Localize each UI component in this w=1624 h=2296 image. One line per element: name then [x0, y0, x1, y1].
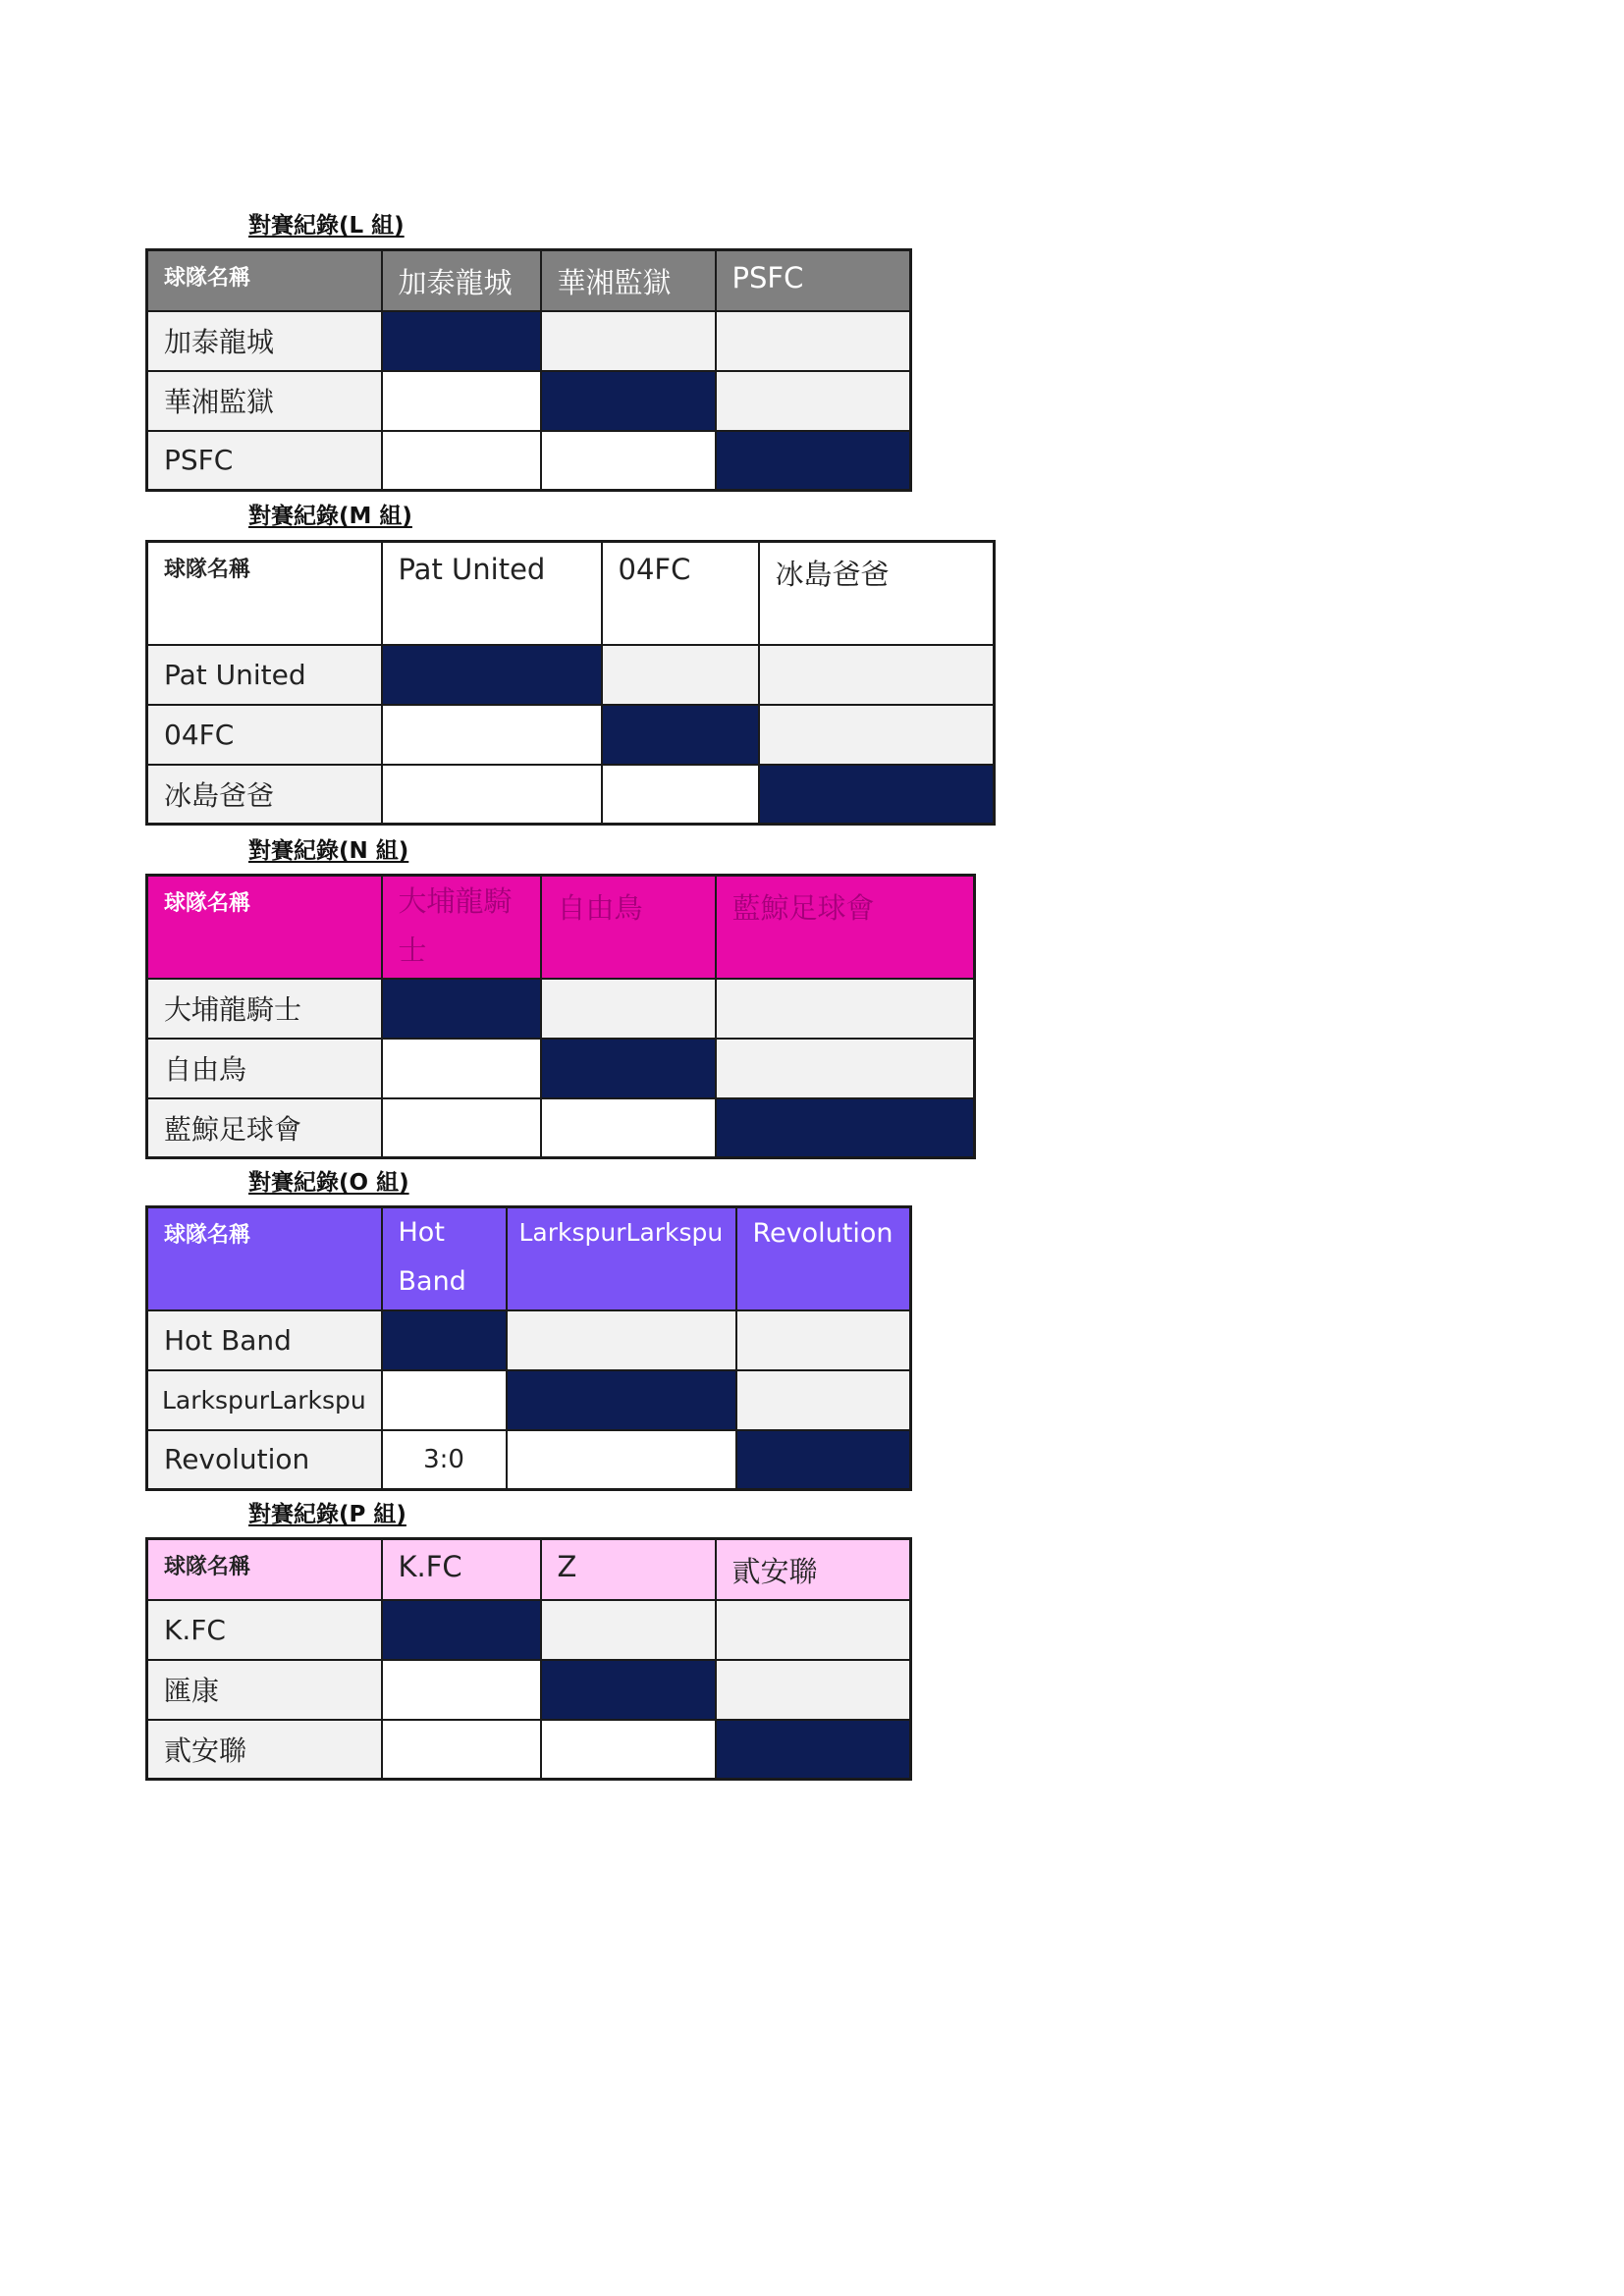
diagonal-cell: [736, 1430, 911, 1490]
col-header: 貳安聯: [716, 1539, 911, 1600]
diagonal-cell: [382, 311, 541, 371]
diagonal-cell: [716, 1720, 911, 1780]
row-label: Hot Band: [147, 1310, 382, 1370]
row-label: 華湘監獄: [147, 371, 382, 431]
row-label: 冰島爸爸: [147, 765, 382, 825]
row-label: 加泰龍城: [147, 311, 382, 371]
diagonal-cell: [602, 705, 759, 765]
caption-group-n: 對賽紀錄(N 組): [248, 838, 409, 864]
score-cell: [382, 1370, 507, 1430]
score-cell: [716, 1600, 911, 1660]
score-cell: [716, 979, 975, 1039]
col-header: 加泰龍城: [382, 250, 541, 311]
corner-label: 球隊名稱: [147, 1539, 382, 1600]
score-cell: [382, 431, 541, 491]
score-cell: [736, 1370, 911, 1430]
row-label: 貳安聯: [147, 1720, 382, 1780]
diagonal-cell: [541, 1660, 716, 1720]
row-label: PSFC: [147, 431, 382, 491]
score-cell: [382, 1039, 541, 1098]
score-cell: [541, 1720, 716, 1780]
corner-label: 球隊名稱: [147, 542, 382, 645]
row-label: K.FC: [147, 1600, 382, 1660]
caption-group-o: 對賽紀錄(O 組): [248, 1170, 409, 1196]
score-cell: [541, 1098, 716, 1158]
score-cell: [736, 1310, 911, 1370]
score-cell: [382, 765, 602, 825]
corner-label: 球隊名稱: [147, 1207, 382, 1310]
corner-label: 球隊名稱: [147, 250, 382, 311]
score-cell: [541, 1600, 716, 1660]
col-header: Revolution: [736, 1207, 911, 1310]
row-label: LarkspurLarkspu: [147, 1370, 382, 1430]
diagonal-cell: [541, 371, 716, 431]
diagonal-cell: [716, 431, 911, 491]
score-cell: [716, 1039, 975, 1098]
score-cell: [382, 371, 541, 431]
record-table-group-o: [145, 1205, 912, 1491]
score-cell: [382, 1720, 541, 1780]
caption-group-p: 對賽紀錄(P 組): [248, 1502, 406, 1527]
row-label: Revolution: [147, 1430, 382, 1490]
diagonal-cell: [759, 765, 995, 825]
col-header: 華湘監獄: [541, 250, 716, 311]
diagonal-cell: [507, 1370, 736, 1430]
col-header: 大埔龍騎士: [382, 876, 541, 979]
score-cell: [716, 1660, 911, 1720]
row-label: 自由鳥: [147, 1039, 382, 1098]
col-header: Z: [541, 1539, 716, 1600]
row-label: Pat United: [147, 645, 382, 705]
record-table-group-p: [145, 1537, 912, 1781]
row-label: 匯康: [147, 1660, 382, 1720]
col-header: 藍鯨足球會: [716, 876, 975, 979]
score-cell: [602, 765, 759, 825]
corner-label: 球隊名稱: [147, 876, 382, 979]
col-header: 自由鳥: [541, 876, 716, 979]
caption-group-m: 對賽紀錄(M 組): [248, 504, 412, 529]
score-cell: [759, 705, 995, 765]
record-table-group-l: [145, 248, 912, 492]
diagonal-cell: [382, 979, 541, 1039]
score-cell: [507, 1310, 736, 1370]
caption-group-l: 對賽紀錄(L 組): [248, 213, 405, 239]
col-header: LarkspurLarkspu: [507, 1207, 736, 1310]
score-cell: [382, 705, 602, 765]
col-header: 冰島爸爸: [759, 542, 995, 645]
score-cell: [507, 1430, 736, 1490]
col-header: Pat United: [382, 542, 602, 645]
row-label: 藍鯨足球會: [147, 1098, 382, 1158]
score-cell: [716, 311, 911, 371]
diagonal-cell: [382, 1600, 541, 1660]
score-cell: [541, 431, 716, 491]
score-cell: [382, 1660, 541, 1720]
diagonal-cell: [541, 1039, 716, 1098]
score-cell: [602, 645, 759, 705]
score-cell: [541, 979, 716, 1039]
diagonal-cell: [382, 1310, 507, 1370]
score-cell: 3:0: [382, 1430, 507, 1490]
record-table-group-m: [145, 540, 996, 826]
record-table-group-n: [145, 874, 976, 1159]
score-cell: [759, 645, 995, 705]
row-label: 大埔龍騎士: [147, 979, 382, 1039]
score-cell: [541, 311, 716, 371]
score-cell: [382, 1098, 541, 1158]
diagonal-cell: [382, 645, 602, 705]
diagonal-cell: [716, 1098, 975, 1158]
col-header: K.FC: [382, 1539, 541, 1600]
score-cell: [716, 371, 911, 431]
row-label: 04FC: [147, 705, 382, 765]
col-header: 04FC: [602, 542, 759, 645]
col-header: PSFC: [716, 250, 911, 311]
col-header: Hot Band: [382, 1207, 507, 1310]
